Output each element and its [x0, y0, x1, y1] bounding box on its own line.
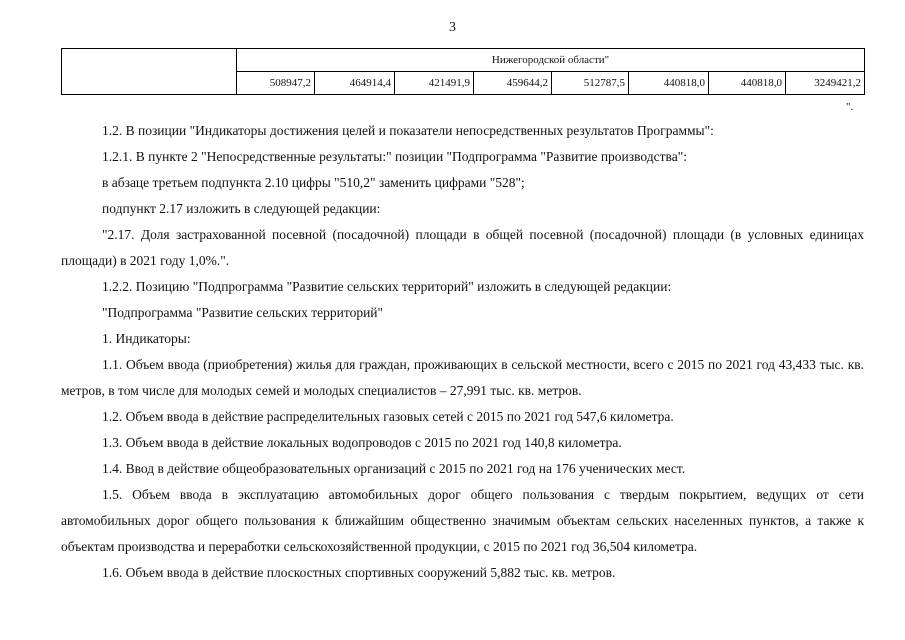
paragraph: 1.3. Объем ввода в действие локальных водопроводов с 2015 по 2021 год 140,8 километра. — [102, 435, 622, 450]
table-empty-cell — [62, 49, 237, 95]
paragraph: 1.2. В позиции "Индикаторы достижения целей и показатели непосредственных результатов Программы": — [102, 123, 714, 138]
paragraph: 1. Индикаторы: — [102, 331, 191, 346]
paragraph: "Подпрограмма "Развитие сельских территорий" — [102, 305, 384, 320]
paragraph: 1.2.2. Позицию "Подпрограмма "Развитие сельских территорий" изложить в следующей редакции: — [102, 279, 672, 294]
table-header-cell: Нижегородской области" — [237, 49, 865, 72]
paragraph: в абзаце третьем подпункта 2.10 цифры "510,2" заменить цифрами "528"; — [102, 175, 525, 190]
table-value-cell: 508947,2 — [237, 72, 315, 95]
budget-table — [61, 48, 865, 95]
paragraph: 1.6. Объем ввода в действие плоскостных спортивных сооружений 5,882 тыс. кв. метров. — [102, 565, 616, 580]
table-value-cell: 512787,5 — [552, 72, 629, 95]
paragraph: 1.5. Объем ввода в эксплуатацию автомобильных дорог общего пользования с твердым покрытием, ведущих от сети автомобильных дорог общего пользования к ближайшим общественно значимым объектам сельских населенных пунктов, а также к объектам производства и переработки сельскохозяйственной продукции, с 2015 по 2021 год 36,504 километра. — [61, 487, 864, 554]
table-value-cell: 440818,0 — [629, 72, 709, 95]
table-value-cell: 459644,2 — [474, 72, 552, 95]
table-value-cell: 440818,0 — [709, 72, 786, 95]
paragraph: 1.2. Объем ввода в действие распределительных газовых сетей с 2015 по 2021 год 547,6 километра. — [102, 409, 674, 424]
paragraph: 1.2.1. В пункте 2 "Непосредственные результаты:" позиции "Подпрограмма "Развитие производства": — [102, 149, 687, 164]
closing-quote-mark: ". — [846, 101, 854, 113]
page-number: 3 — [449, 20, 456, 35]
paragraph: 1.4. Ввод в действие общеобразовательных организаций с 2015 по 2021 год на 176 ученических мест. — [102, 461, 686, 476]
table-header-row — [62, 49, 865, 72]
paragraph: "2.17. Доля застрахованной посевной (посадочной) площади в общей посевной (посадочной) площади (в условных единицах площади) в 2021 году 1,0%.". — [61, 227, 864, 268]
document-body — [61, 118, 864, 586]
paragraph: подпункт 2.17 изложить в следующей редакции: — [102, 201, 381, 216]
table-total-cell: 3249421,2 — [786, 72, 865, 95]
table-value-cell: 421491,9 — [395, 72, 474, 95]
paragraph: 1.1. Объем ввода (приобретения) жилья для граждан, проживающих в сельской местности, всего с 2015 по 2021 год 43,433 тыс. кв. метров, в том числе для молодых семей и молодых специалистов – 27,991 тыс. кв. метров. — [61, 357, 864, 398]
table-value-cell: 464914,4 — [315, 72, 395, 95]
